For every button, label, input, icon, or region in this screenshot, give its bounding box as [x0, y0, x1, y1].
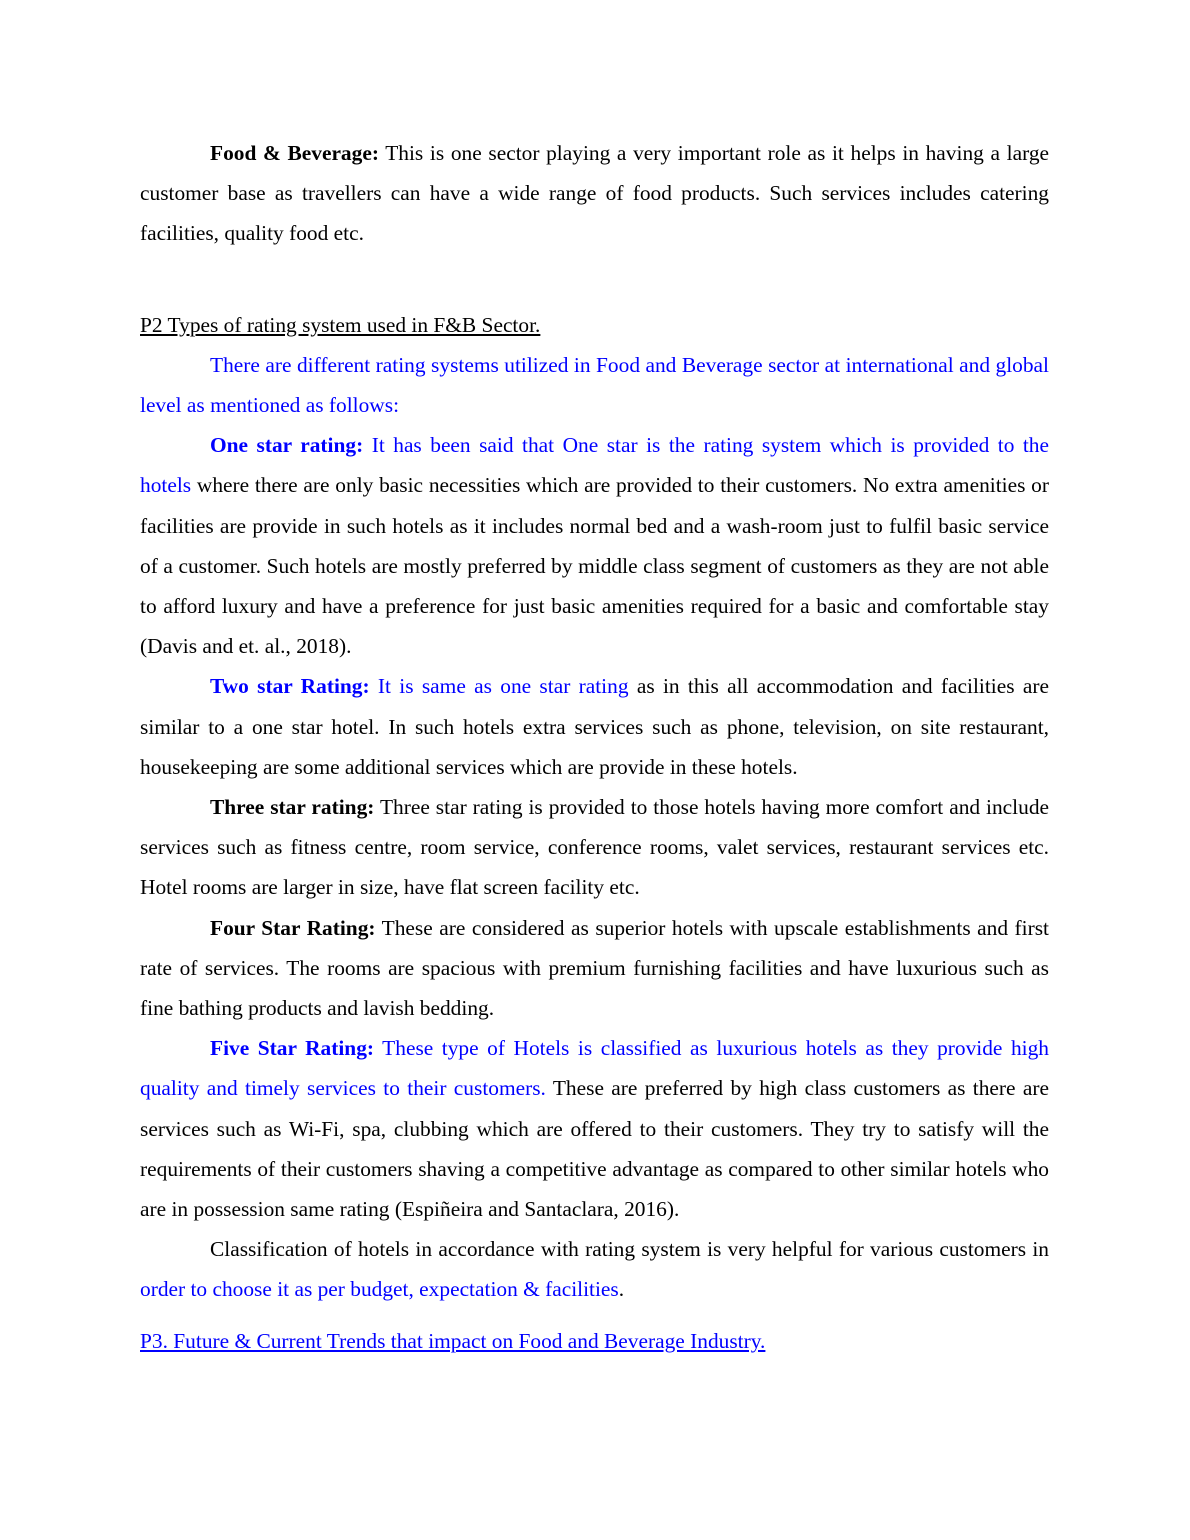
one-star-text: where there are only basic necessities which are provided to their customers. No extra amenities or facilities are provide in such hotels as it includes normal bed and a wash-room just to fulfil basic service of a customer. Such hotels are mostly preferred by middle class segment of customers as they are not able to afford luxury and have a preference for just basic amenities required for a basic and comfortable stay (Davis and et. al., 2018).	[140, 473, 1049, 659]
two-star-highlight: It is same as one star rating	[369, 674, 629, 699]
food-beverage-label: Food & Beverage:	[210, 141, 379, 165]
document-page	[140, 133, 1049, 1361]
section-spacer	[140, 254, 1049, 305]
food-beverage-paragraph	[140, 133, 1049, 254]
one-star-label: One star rating:	[210, 433, 364, 458]
classification-text: Classification of hotels in accordance with rating system is very helpful for various customers in	[210, 1237, 1049, 1262]
two-star-text: as in this all accommodation and facilities are similar to a one star hotel. In such hotels extra services such as phone, television, on site restaurant, housekeeping are some additional services which are provide in these hotels.	[140, 674, 1049, 779]
three-star-paragraph	[140, 787, 1049, 908]
five-star-text: These are preferred by high class customers as there are services such as Wi-Fi, spa, clubbing which are offered to their customers. They try to satisfy will the requirements of their customers shaving a competitive advantage as compared to other similar hotels who are in possession same rating (Espiñeira and Santaclara, 2016).	[140, 1076, 1050, 1222]
food-beverage-text: This is one sector playing a very important role as it helps in having a large customer base as travellers can have a wide range of food products. Such services includes catering facilities, quality food etc.	[140, 141, 1050, 246]
one-star-highlight: It has been said that One star is the rating system which is provided to the hotels	[140, 433, 1049, 498]
four-star-text: These are considered as superior hotels with upscale establishments and first rate of services. The rooms are spacious with premium furnishing facilities and have luxurious such as fine bathing products and lavish bedding.	[140, 915, 1049, 1021]
three-star-text: Three star rating is provided to those hotels having more comfort and include services such as fitness centre, room service, conference rooms, valet services, restaurant services etc. Hotel rooms are larger in size, have flat screen facility etc.	[140, 795, 1050, 900]
rating-intro-paragraph: There are different rating systems utilized in Food and Beverage sector at international and global level as mentioned as follows:	[140, 352, 1049, 418]
two-star-paragraph	[140, 666, 1049, 787]
five-star-paragraph	[140, 1028, 1049, 1229]
classification-highlight: order to choose it as per budget, expectation & facilities	[140, 1277, 619, 1302]
five-star-highlight: These type of Hotels is classified as luxurious hotels as they provide high quality and timely services to their customers.	[140, 1036, 1049, 1101]
five-star-label: Five Star Rating:	[210, 1036, 375, 1061]
p3-heading-link[interactable]: P3. Future & Current Trends that impact on Food and Beverage Industry.	[140, 1328, 766, 1353]
classification-paragraph	[140, 1229, 1049, 1309]
four-star-paragraph	[140, 908, 1049, 1029]
p2-heading: P2 Types of rating system used in F&B Sector.	[140, 312, 541, 337]
classification-end: .	[618, 1277, 625, 1302]
four-star-label: Four Star Rating:	[210, 915, 376, 940]
one-star-paragraph	[140, 425, 1049, 666]
three-star-label: Three star rating:	[210, 795, 375, 820]
two-star-label: Two star Rating:	[210, 674, 370, 699]
section-spacer	[140, 1310, 1049, 1321]
